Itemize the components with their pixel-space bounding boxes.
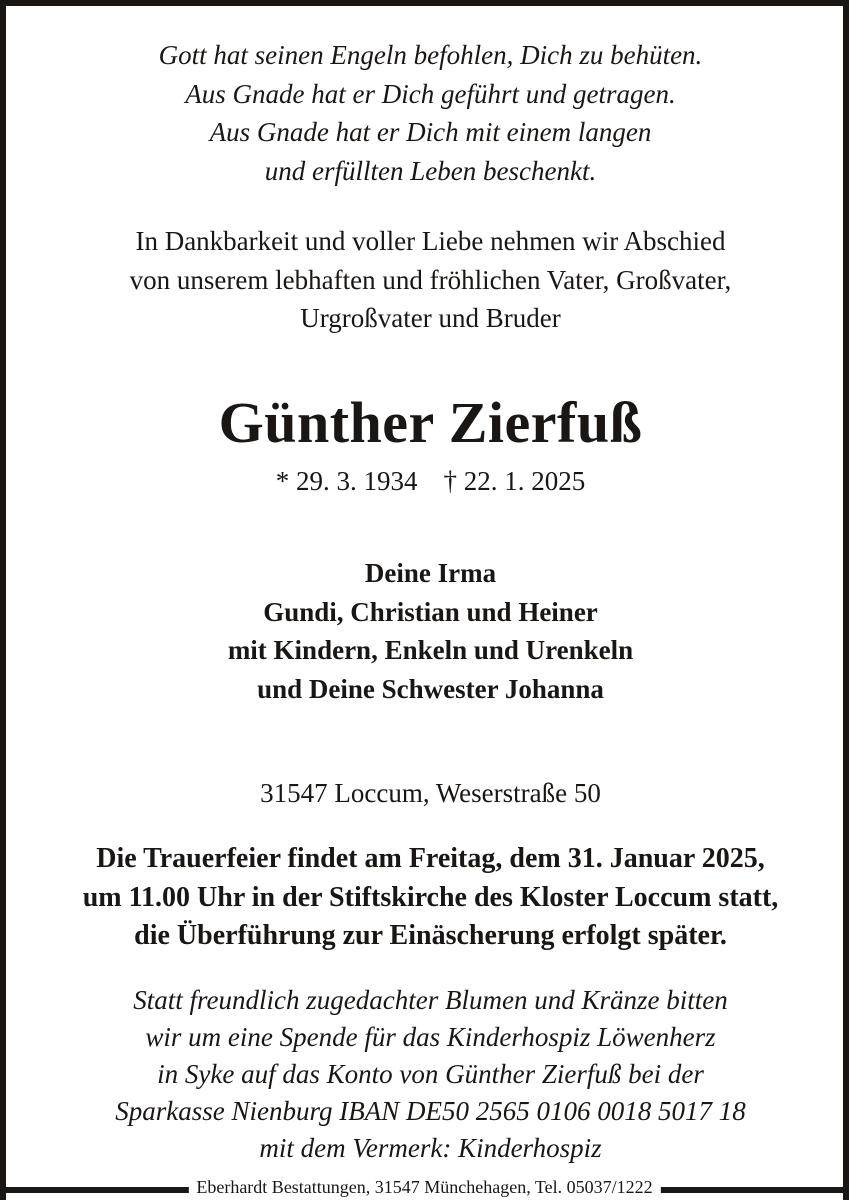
funeral-service-info [6,840,849,956]
undertaker-info: Eberhardt Bestattungen, 31547 Münchehagen, Tel. 05037/1222 [188,1174,660,1200]
mourners-list [6,554,849,708]
bible-verse [6,36,849,190]
donation-request [6,982,849,1167]
service-line: die Überführung zur Einäscherung erfolgt später. [134,920,727,951]
family-address: 31547 Loccum, Weserstraße 50 [260,778,601,808]
mourner-line: Gundi, Christian und Heiner [263,596,598,627]
mourner-line: mit Kindern, Enkeln und Urenkeln [227,635,634,665]
service-line: Die Trauerfeier findet am Freitag, dem 31. Januar 2025, [96,843,765,874]
verse-line: Gott hat seinen Engeln befohlen, Dich zu behüten. [158,40,703,70]
intro-line: In Dankbarkeit und voller Liebe nehmen wir Abschied [135,226,726,256]
mourner-line: Deine Irma [364,558,497,588]
undertaker-footer [0,1174,849,1200]
donation-line: Sparkasse Nienburg IBAN DE50 2565 0106 0018 5017 18 [115,1096,746,1126]
life-dates [6,464,849,498]
verse-line: Aus Gnade hat er Dich mit einem langen [209,117,652,147]
verse-line: Aus Gnade hat er Dich geführt und getragen. [185,78,676,109]
intro-line: Urgroßvater und Bruder [300,303,561,333]
verse-line: und erfüllten Leben beschenkt. [264,155,597,186]
donation-line: wir um eine Spende für das Kinderhospiz Löwenherz [145,1022,716,1052]
mourner-line: und Deine Schwester Johanna [257,673,604,704]
intro-line: von unserem lebhaften und fröhlichen Vater, Großvater, [129,264,732,295]
death-date: † 22. 1. 2025 [443,466,586,496]
farewell-intro [6,222,849,338]
birth-date: * 29. 3. 1934 [275,466,418,496]
service-line: um 11.00 Uhr in der Stiftskirche des Kloster Loccum statt, [82,881,779,913]
donation-line: Statt freundlich zugedachter Blumen und Kränze bitten [133,985,728,1015]
donation-line: mit dem Vermerk: Kinderhospiz [259,1133,602,1163]
deceased-name: Günther Zierfuß [218,390,643,455]
donation-line: in Syke auf das Konto von Günther Zierfuß bei der [157,1059,704,1089]
